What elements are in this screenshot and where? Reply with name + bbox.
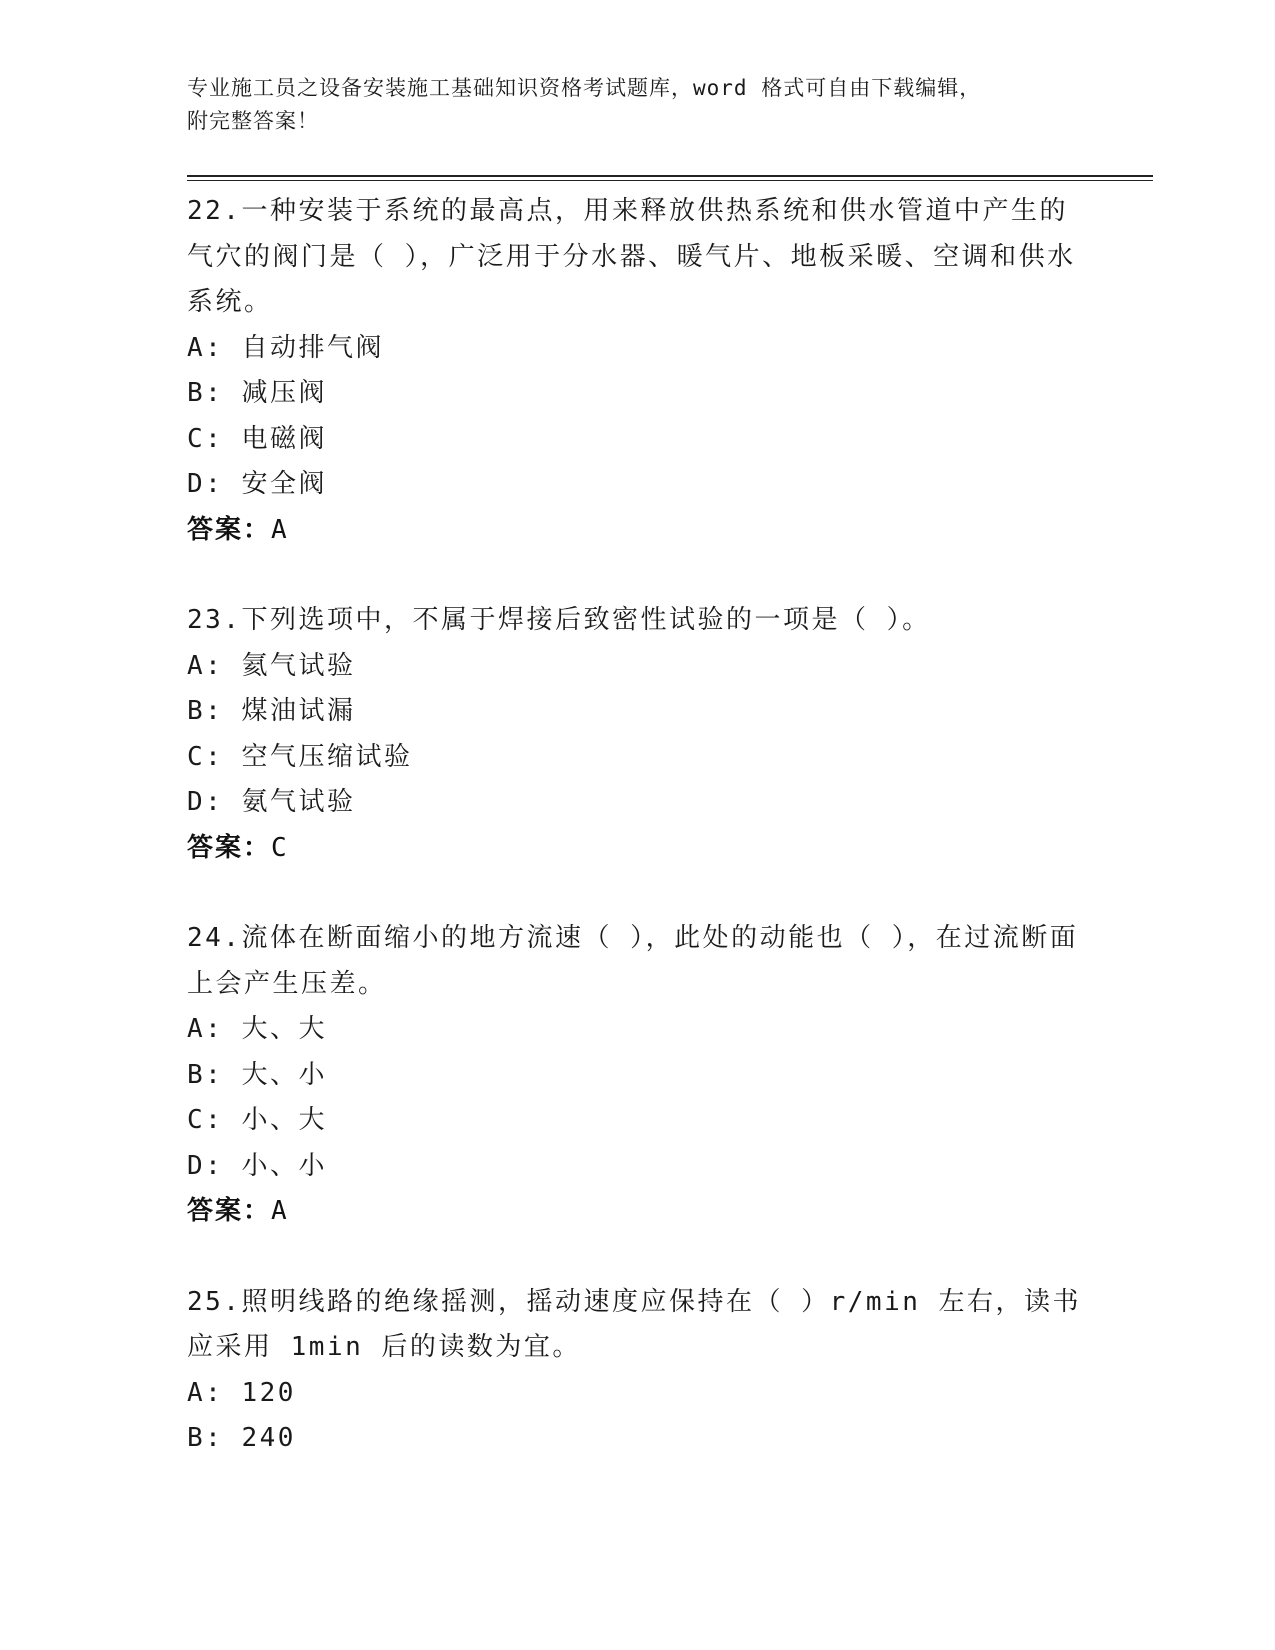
document-header [187, 72, 1087, 138]
answer-line [187, 1189, 1087, 1235]
option-b: B: 煤油试漏 [187, 696, 356, 726]
option-d: D: 安全阀 [187, 469, 327, 499]
question-spacer [187, 553, 1087, 598]
question-spacer [187, 871, 1087, 916]
option-b: B: 减压阀 [187, 378, 327, 408]
question-spacer [187, 1235, 1087, 1280]
option-c: C: 小、大 [187, 1105, 327, 1135]
question-text: 24.流体在断面缩小的地方流速（ ），此处的动能也（ ），在过流断面上会产生压差。 [187, 923, 1079, 999]
header-line-2: 附完整答案！ [187, 109, 319, 133]
question-text: 23.下列选项中，不属于焊接后致密性试验的一项是（ ）。 [187, 605, 931, 635]
header-line-1: 专业施工员之设备安装施工基础知识资格考试题库，word 格式可自由下载编辑， [187, 76, 982, 100]
answer-value: A [271, 1196, 289, 1226]
option-a: A: 120 [187, 1377, 296, 1408]
option-d: D: 小、小 [187, 1150, 327, 1181]
answer-value: A [271, 514, 289, 545]
question-item [187, 1280, 1087, 1462]
answer-label: 答案： [187, 832, 272, 863]
answer-label: 答案： [187, 514, 272, 545]
answer-line [187, 826, 1087, 872]
option-c: C: 电磁阀 [187, 423, 327, 454]
option-b: B: 大、小 [187, 1059, 327, 1090]
option-a: A: 氦气试验 [187, 650, 356, 681]
answer-line [187, 508, 1087, 554]
option-a: A: 大、大 [187, 1014, 327, 1044]
question-item [187, 598, 1087, 871]
answer-label: 答案： [187, 1196, 272, 1226]
option-a: A: 自动排气阀 [187, 332, 384, 363]
answer-value: C [271, 832, 289, 863]
question-text: 25.照明线路的绝缘摇测，摇动速度应保持在（ ）r/min 左右，读书应采用 1min 后的读数为宜。 [187, 1286, 1082, 1362]
option-c: C: 空气压缩试验 [187, 741, 413, 772]
question-text: 22.一种安装于系统的最高点，用来释放供热系统和供水管道中产生的气穴的阀门是（ ），广泛用于分水器、暖气片、地板采暖、空调和供水系统。 [187, 196, 1076, 317]
question-list [187, 189, 1087, 1462]
question-item [187, 916, 1087, 1235]
header-divider-thick [187, 175, 1153, 177]
option-b: B: 240 [187, 1423, 296, 1453]
option-d: D: 氨气试验 [187, 787, 356, 817]
header-divider-thin [187, 180, 1153, 181]
question-item [187, 189, 1087, 553]
